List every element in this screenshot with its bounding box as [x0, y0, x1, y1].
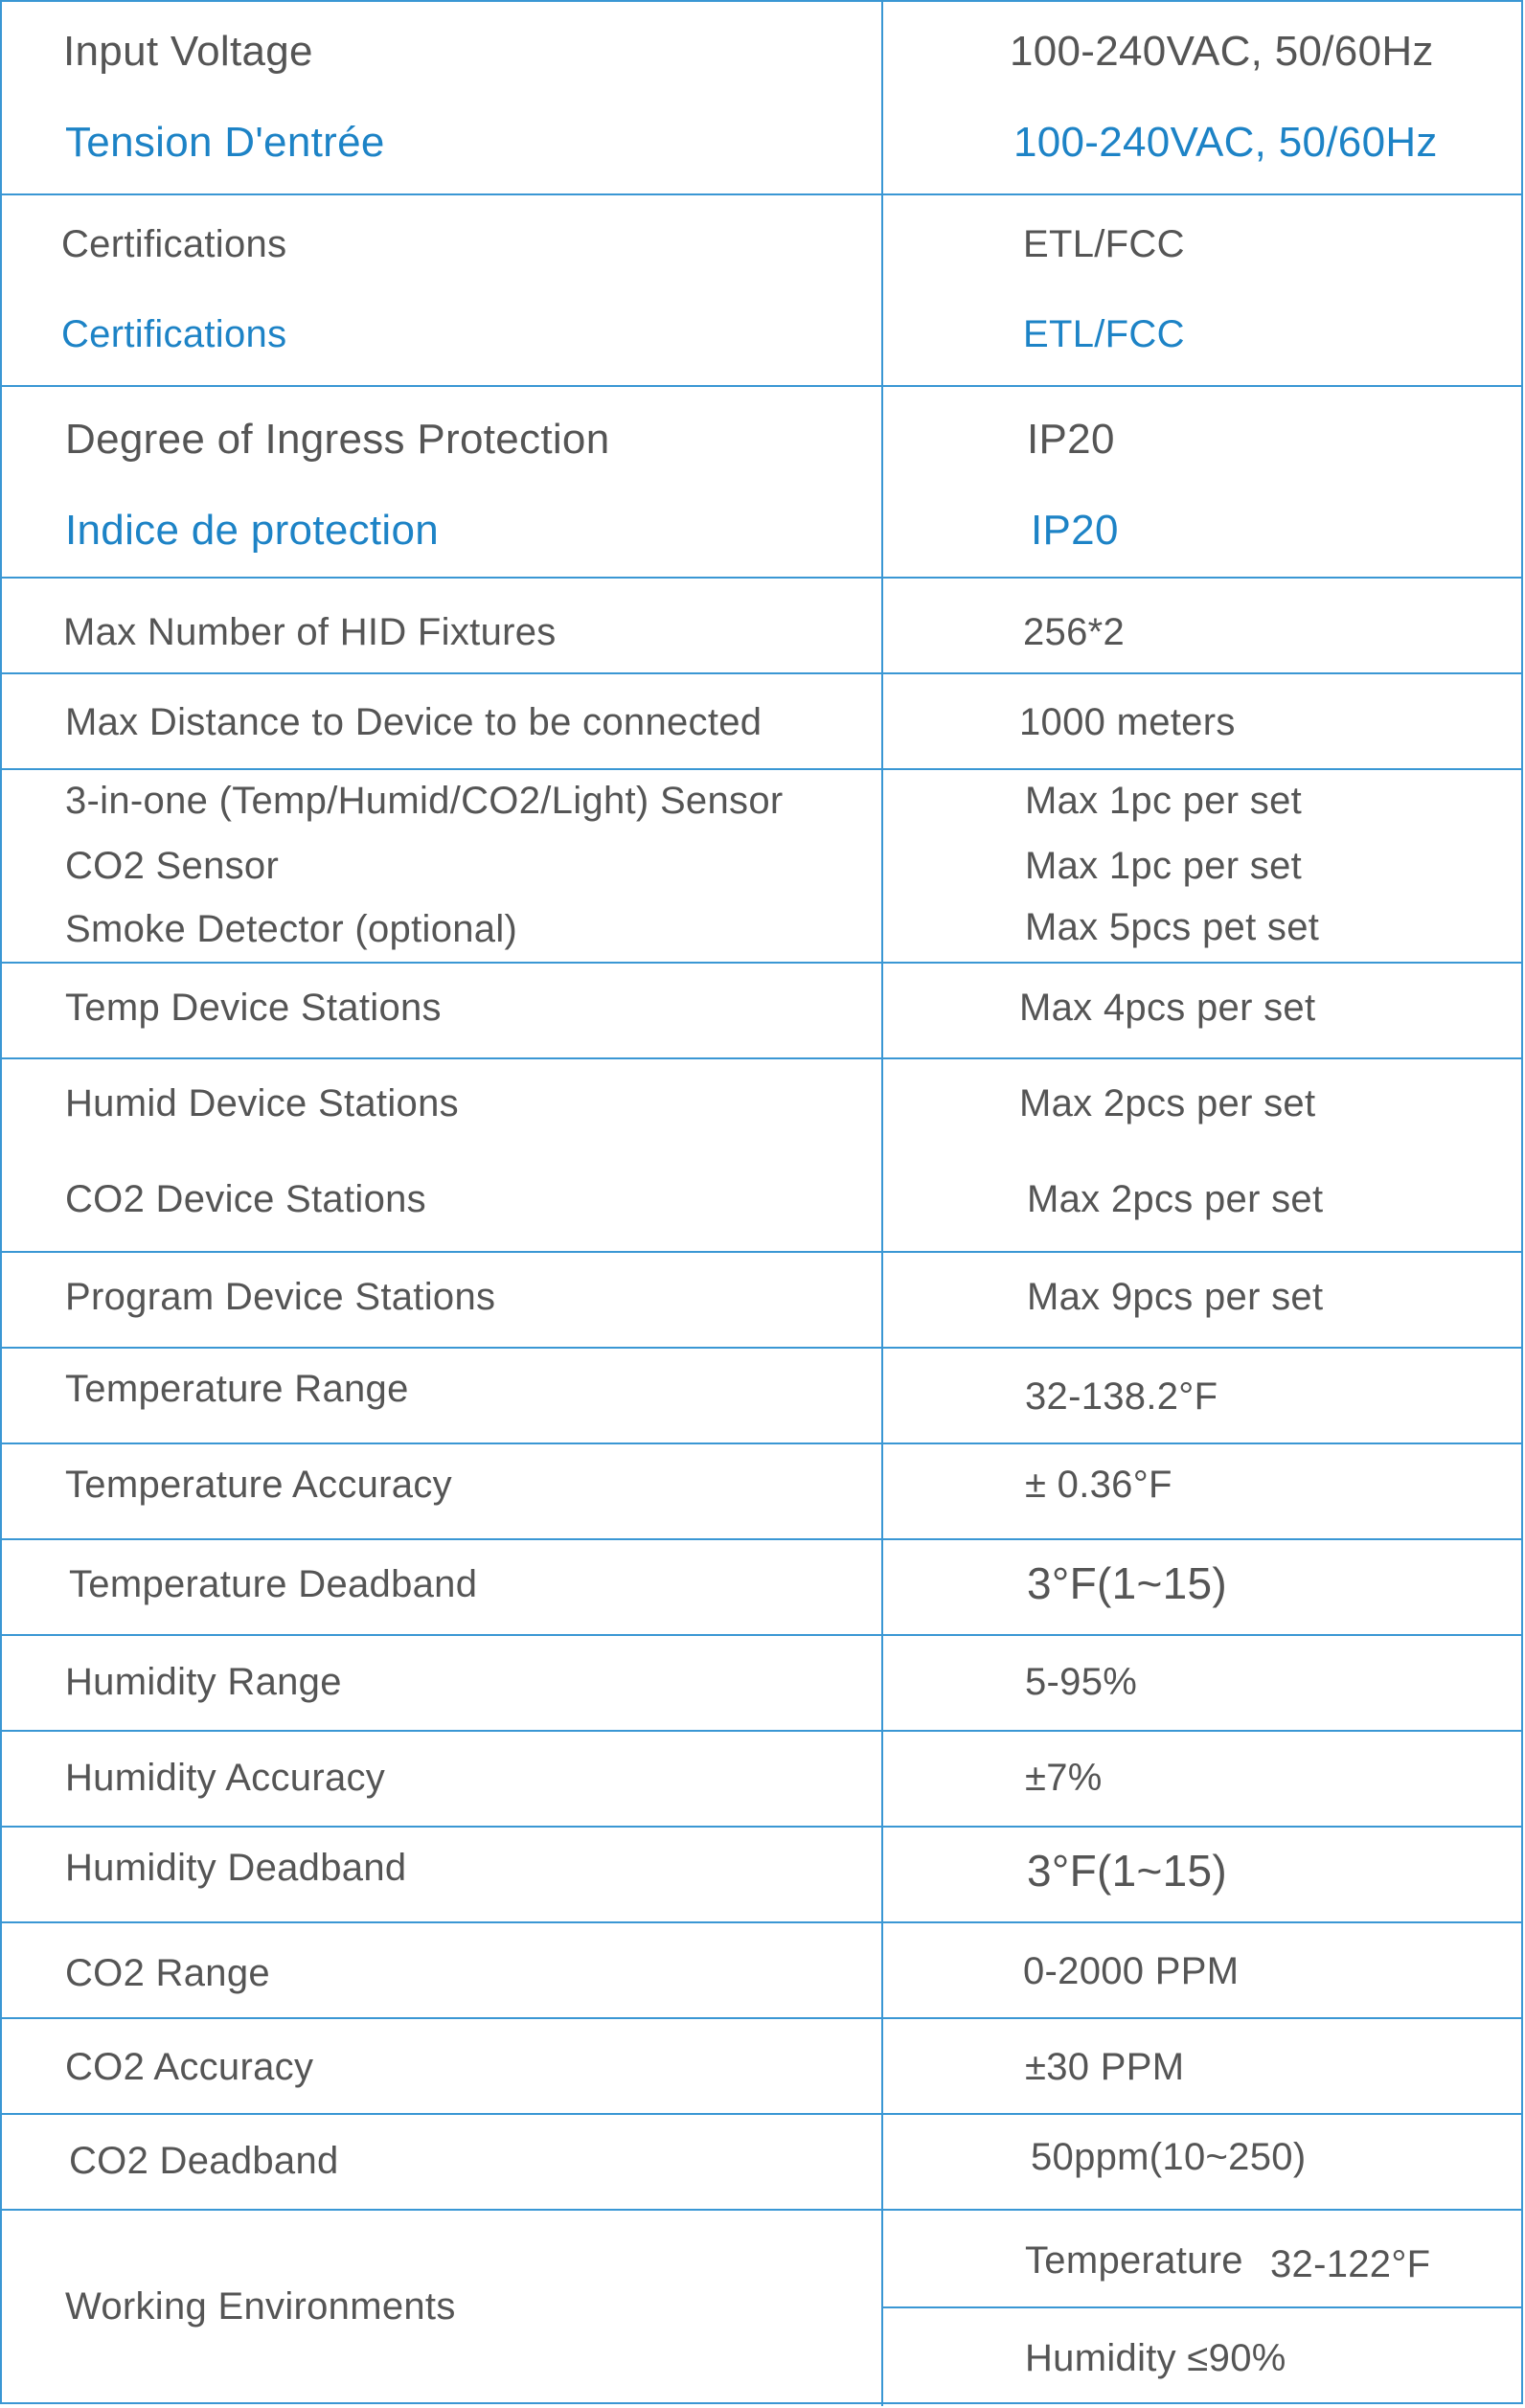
- label-temp-accuracy: Temperature Accuracy: [65, 1464, 452, 1506]
- label-program-stations: Program Device Stations: [65, 1276, 496, 1318]
- value-humidity-accuracy: ±7%: [1025, 1757, 1103, 1799]
- row-ingress-protection: [2, 387, 1521, 579]
- working-env-divider: [881, 2306, 1521, 2308]
- value-temp-stations: Max 4pcs per set: [1019, 987, 1316, 1029]
- row-working-environments: [2, 2211, 1521, 2406]
- label-certifications: Certifications: [61, 223, 287, 265]
- value-temp-range: 32-138.2°F: [1025, 1375, 1218, 1418]
- label-humidity-range: Humidity Range: [65, 1661, 342, 1703]
- row-co2-deadband: [2, 2115, 1521, 2211]
- value-humidity-deadband: 3°F(1~15): [1027, 1846, 1228, 1896]
- value-sensor-smoke: Max 5pcs pet set: [1025, 906, 1320, 948]
- row-humidity-range: [2, 1636, 1521, 1732]
- label-certifications-fr: Certifications: [61, 313, 287, 355]
- value-humidity-range: 5-95%: [1025, 1661, 1138, 1703]
- value-working-temp-key: Temperature: [1025, 2239, 1243, 2282]
- value-co2-deadband: 50ppm(10~250): [1031, 2136, 1307, 2178]
- value-certifications-fr: ETL/FCC: [1023, 313, 1185, 355]
- row-temp-range: [2, 1349, 1521, 1444]
- label-humid-stations: Humid Device Stations: [65, 1082, 459, 1124]
- value-hid-fixtures: 256*2: [1023, 611, 1126, 653]
- value-ingress-protection-fr: IP20: [1031, 507, 1119, 554]
- label-max-distance: Max Distance to Device to be connected: [65, 701, 762, 743]
- row-co2-range: [2, 1923, 1521, 2019]
- row-temp-accuracy: [2, 1444, 1521, 1540]
- row-co2-accuracy: [2, 2019, 1521, 2115]
- row-temp-stations: [2, 964, 1521, 1059]
- row-humidity-deadband: [2, 1828, 1521, 1923]
- value-co2-range: 0-2000 PPM: [1023, 1950, 1240, 1992]
- value-temp-deadband: 3°F(1~15): [1027, 1558, 1228, 1608]
- label-sensor-3in1: 3-in-one (Temp/Humid/CO2/Light) Sensor: [65, 780, 784, 822]
- label-ingress-protection-fr: Indice de protection: [65, 507, 440, 554]
- label-input-voltage: Input Voltage: [63, 28, 313, 75]
- value-working-temp: 32-122°F: [1270, 2243, 1431, 2285]
- value-sensor-3in1: Max 1pc per set: [1025, 780, 1303, 822]
- row-max-distance: [2, 674, 1521, 770]
- label-temp-stations: Temp Device Stations: [65, 987, 442, 1029]
- label-ingress-protection: Degree of Ingress Protection: [65, 416, 610, 463]
- value-working-humidity: Humidity ≤90%: [1025, 2337, 1286, 2379]
- label-co2-deadband: CO2 Deadband: [69, 2140, 339, 2182]
- value-input-voltage: 100-240VAC, 50/60Hz: [1010, 28, 1434, 75]
- row-program-stations: [2, 1253, 1521, 1349]
- value-co2-stations: Max 2pcs per set: [1027, 1178, 1324, 1220]
- label-co2-accuracy: CO2 Accuracy: [65, 2046, 314, 2088]
- row-hid-fixtures: [2, 579, 1521, 674]
- value-certifications: ETL/FCC: [1023, 223, 1185, 265]
- value-max-distance: 1000 meters: [1019, 701, 1236, 743]
- label-sensor-smoke: Smoke Detector (optional): [65, 908, 518, 950]
- value-sensor-co2: Max 1pc per set: [1025, 845, 1303, 887]
- label-working-environments: Working Environments: [65, 2285, 456, 2328]
- label-temp-range: Temperature Range: [65, 1368, 409, 1410]
- label-humidity-deadband: Humidity Deadband: [65, 1847, 407, 1889]
- label-co2-range: CO2 Range: [65, 1952, 270, 1994]
- row-humid-co2-stations: [2, 1059, 1521, 1253]
- row-input-voltage: [2, 2, 1521, 195]
- value-co2-accuracy: ±30 PPM: [1025, 2046, 1185, 2088]
- value-program-stations: Max 9pcs per set: [1027, 1276, 1324, 1318]
- row-certifications: [2, 195, 1521, 387]
- label-hid-fixtures: Max Number of HID Fixtures: [63, 611, 557, 653]
- row-humidity-accuracy: [2, 1732, 1521, 1828]
- value-ingress-protection: IP20: [1027, 416, 1115, 463]
- label-sensor-co2: CO2 Sensor: [65, 845, 280, 887]
- value-humid-stations: Max 2pcs per set: [1019, 1082, 1316, 1124]
- label-input-voltage-fr: Tension D'entrée: [65, 119, 385, 166]
- value-temp-accuracy: ± 0.36°F: [1025, 1464, 1172, 1506]
- label-temp-deadband: Temperature Deadband: [69, 1563, 478, 1605]
- value-input-voltage-fr: 100-240VAC, 50/60Hz: [1013, 119, 1438, 166]
- row-temp-deadband: [2, 1540, 1521, 1636]
- label-humidity-accuracy: Humidity Accuracy: [65, 1757, 386, 1799]
- row-sensors: [2, 770, 1521, 964]
- label-co2-stations: CO2 Device Stations: [65, 1178, 426, 1220]
